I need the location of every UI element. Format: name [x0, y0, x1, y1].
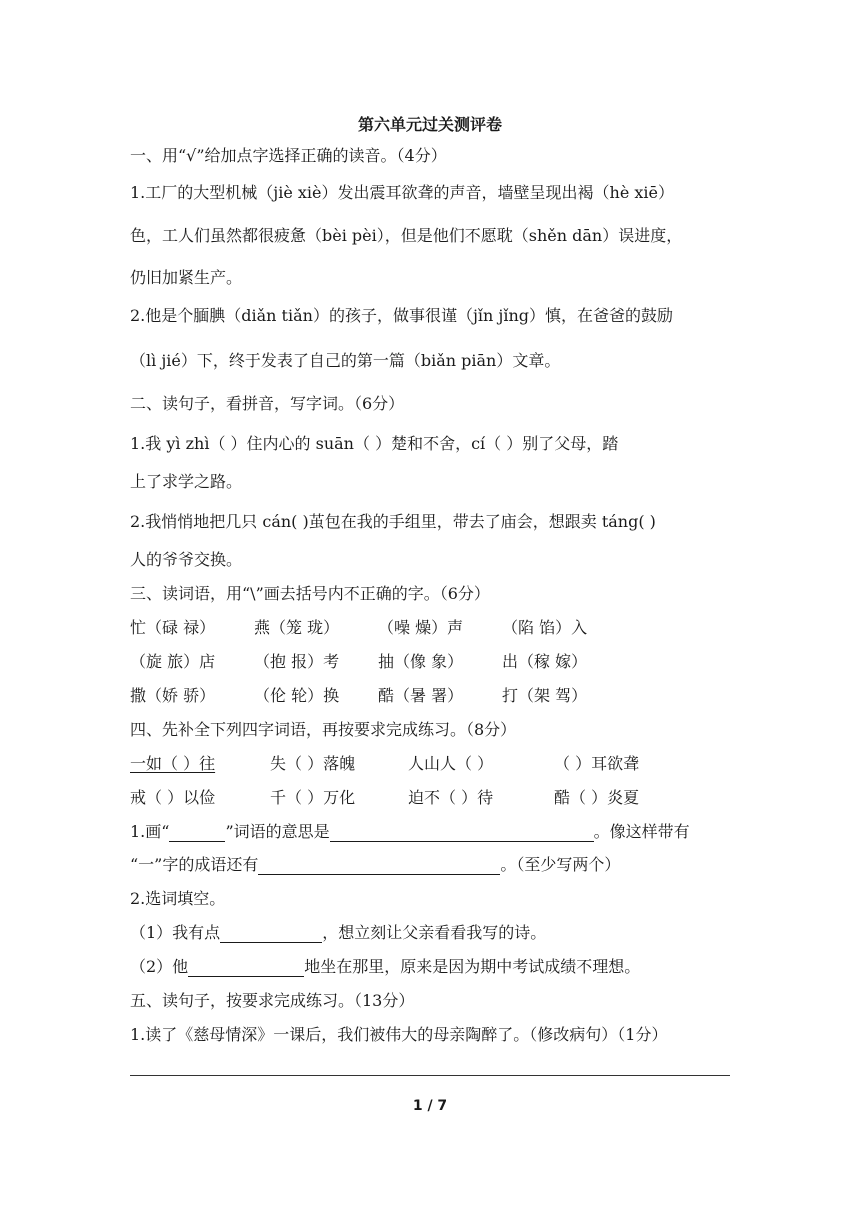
s4-q2-text: 地坐在那里，原来是因为期中考试成绩不理想。: [304, 957, 641, 976]
s4-idiom: 失（ ）落魄: [270, 754, 356, 773]
s4-idiom: 千（ ）万化: [270, 788, 356, 807]
s4-q1-text: 1.画“: [130, 822, 170, 841]
s4-q1-text: 。像这样带有: [593, 822, 690, 841]
section-5-heading: 五、读句子，按要求完成练习。（13分）: [130, 991, 415, 1010]
s3-item: 忙（碌 禄）: [130, 618, 216, 637]
s3-item: （伦 轮）换: [254, 686, 340, 705]
s3-row-2: [130, 652, 730, 672]
s4-q2-text: （1）我有点: [130, 923, 221, 942]
s4-q2-1: [130, 923, 730, 943]
s3-item: （旋 旅）店: [130, 652, 216, 671]
s1-q2-line1: 2.他是个腼腆（diǎn tiǎn）的孩子，做事很谨（jǐn jǐng）慎，在爸爸的鼓励: [130, 306, 674, 325]
section-1-heading: 一、用“√”给加点字选择正确的读音。（4分）: [130, 146, 447, 165]
s3-item: 酷（暑 署）: [378, 686, 464, 705]
s3-item: 燕（笼 珑）: [254, 618, 340, 637]
s4-q1-text: ”词语的意思是: [225, 822, 330, 841]
s3-row-1: [130, 618, 730, 638]
s4-q2-2: [130, 957, 730, 977]
s4-q1-line2: [130, 855, 730, 875]
s1-q1-line2: 色，工人们虽然都很疲惫（bèi pèi），但是他们不愿耽（shěn dān）误进度，: [130, 226, 683, 245]
s1-q1-line3: 仍旧加紧生产。: [130, 268, 243, 287]
s4-idiom: 酷（ ）炎夏: [554, 788, 640, 807]
section-4-heading: 四、先补全下列四字词语，再按要求完成练习。（8分）: [130, 720, 517, 739]
s4-row-1: [130, 754, 730, 774]
answer-blank[interactable]: [169, 823, 225, 842]
page-number: 1 / 7: [412, 1098, 448, 1114]
s2-q2-line2: 人的爷爷交换。: [130, 550, 243, 569]
answer-blank[interactable]: [188, 958, 304, 977]
s3-item: （抱 报）考: [254, 652, 340, 671]
s3-item: （陷 馅）入: [502, 618, 588, 637]
s4-idiom-underlined: 一如（ ）往: [130, 754, 216, 773]
s4-q1-line1: [130, 822, 730, 842]
s2-q1-line1: 1.我 yì zhì（ ）住内心的 suān（ ）楚和不舍，cí（ ）别了父母，踏: [130, 434, 619, 453]
s4-idiom: 迫不（ ）待: [408, 788, 494, 807]
s2-q2-line1: 2.我悄悄地把几只 cán( )茧包在我的手组里，带去了庙会，想跟卖 táng( ): [130, 512, 656, 531]
s5-q1: 1.读了《慈母情深》一课后，我们被伟大的母亲陶醉了。（修改病句）（1分）: [130, 1025, 668, 1044]
answer-blank[interactable]: [220, 924, 322, 943]
s4-q2-text: （2）他: [130, 957, 189, 976]
s3-item: 抽（像 象）: [378, 652, 464, 671]
s4-idiom: 人山人（ ）: [408, 754, 494, 773]
s3-item: 打（架 驾）: [502, 686, 588, 705]
s1-q2-line2: （lì jié）下，终于发表了自己的第一篇（biǎn piān）文章。: [130, 351, 561, 370]
s4-q2-text: ，想立刻让父亲看看我写的诗。: [322, 923, 547, 942]
s3-item: 撒（娇 骄）: [130, 686, 216, 705]
section-3-heading: 三、读词语，用“\”画去括号内不正确的字。（6分）: [130, 584, 490, 603]
s4-idiom: 戒（ ）以俭: [130, 788, 216, 807]
s3-row-3: [130, 686, 730, 706]
s4-q1-text: 。（至少写两个）: [500, 855, 621, 874]
s3-item: 出（稼 嫁）: [502, 652, 588, 671]
section-2-heading: 二、读句子，看拼音，写字词。（6分）: [130, 394, 405, 413]
s1-q1-line1: 1.工厂的大型机械（jiè xiè）发出震耳欲聋的声音，墙壁呈现出褐（hè xiē）: [130, 183, 674, 202]
answer-blank[interactable]: [258, 856, 500, 875]
s2-q1-line2: 上了求学之路。: [130, 472, 243, 491]
s4-q2: 2.选词填空。: [130, 889, 226, 908]
s4-q1-text: “一”字的成语还有: [130, 855, 259, 874]
page-title: 第六单元过关测评卷: [357, 115, 502, 134]
answer-rule-line: [130, 1075, 730, 1076]
answer-blank[interactable]: [330, 823, 594, 842]
s4-row-2: [130, 788, 730, 808]
s4-idiom: （ ）耳欲聋: [554, 754, 640, 773]
s3-item: （噪 燥）声: [378, 618, 464, 637]
